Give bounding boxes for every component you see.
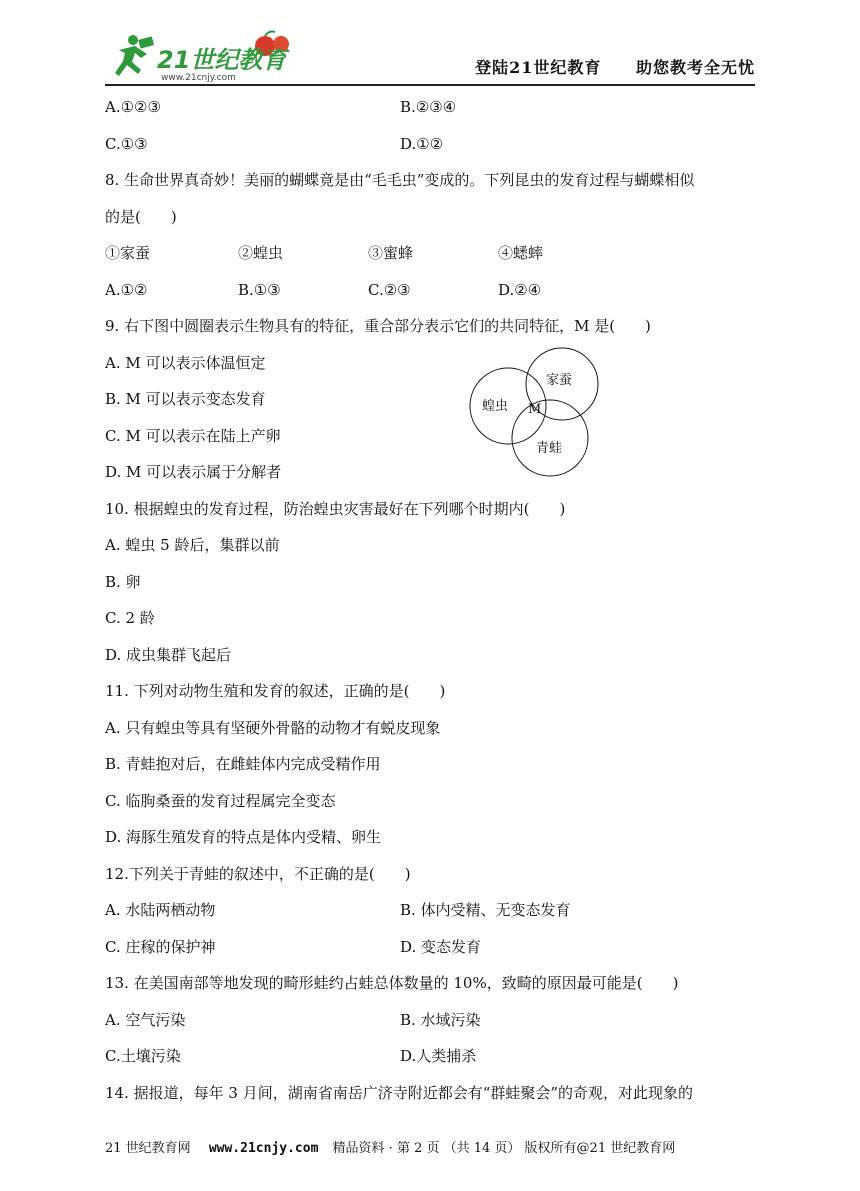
q13-options-row1 — [105, 1009, 765, 1046]
q10-option-b: B. 卵 — [105, 572, 141, 591]
q8-stem-line1: 8. 生命世界真奇妙！美丽的蝴蝶竟是由“毛毛虫”变成的。下列昆虫的发育过程与蝴蝶相似 — [105, 171, 695, 189]
q7-option-d: D.①② — [400, 134, 444, 153]
q11-option-b: B. 青蛙抱对后，在雌蛙体内完成受精作用 — [105, 755, 381, 773]
q13-option-c: C.土壤污染 — [105, 1047, 181, 1065]
page-footer — [105, 1137, 675, 1156]
q9-stem: 9. 右下图中圆圈表示生物具有的特征，重合部分表示它们的共同特征，M 是( ) — [105, 317, 651, 335]
q8-option-a: A.①② — [105, 280, 148, 299]
q9-option-a: A. M 可以表示体温恒定 — [105, 353, 266, 372]
question-content — [105, 96, 765, 1118]
venn-diagram — [468, 346, 620, 482]
q10-stem: 10. 根据蝗虫的发育过程，防治蝗虫灾害最好在下列哪个时期内( ) — [105, 499, 566, 518]
q11-option-c: C. 临朐桑蚕的发育过程属完全变态 — [105, 791, 336, 810]
q12-option-c: C. 庄稼的保护神 — [105, 937, 216, 956]
q9-option-b: B. M 可以表示变态发育 — [105, 390, 266, 408]
q8-item-3: ③蜜蜂 — [368, 244, 414, 262]
q7-option-a: A.①②③ — [105, 98, 161, 116]
venn-label-center: M — [528, 402, 542, 417]
slogan-right: 助您教考全无忧 — [635, 58, 755, 77]
q13-option-d: D.人类捕杀 — [400, 1047, 477, 1065]
q8-item-4: ④蟋蟀 — [498, 244, 544, 262]
venn-label-frog: 青蛙 — [536, 441, 563, 456]
q13-stem: 13. 在美国南部等地发现的畸形蛙约占蛙总体数量的 10%，致畸的原因最可能是( ) — [105, 974, 679, 992]
q8-item-1: ①家蚕 — [105, 244, 151, 262]
q7-options-row2 — [105, 133, 765, 170]
q8-option-b: B.①③ — [238, 280, 281, 299]
q13-options-row2 — [105, 1045, 765, 1082]
q8-option-c: C.②③ — [368, 280, 411, 299]
logo-21cnjy — [105, 28, 305, 84]
venn-circle-frog — [512, 400, 588, 476]
q12-option-d: D. 变态发育 — [400, 937, 482, 956]
q12-options-row1 — [105, 899, 765, 936]
q11-option-d: D. 海豚生殖发育的特点是体内受精、卵生 — [105, 828, 382, 846]
logo-text: 21世纪教育 — [157, 46, 287, 74]
q11-option-a: A. 只有蝗虫等具有坚硬外骨骼的动物才有蜕皮现象 — [105, 718, 441, 737]
venn-label-locust: 蝗虫 — [482, 399, 509, 414]
q12-options-row2 — [105, 936, 765, 973]
q10-option-a: A. 蝗虫 5 龄后，集群以前 — [105, 536, 280, 554]
footer-url: www.21cnjy.com — [208, 1141, 319, 1156]
q7-option-b: B.②③④ — [400, 98, 457, 116]
q12-option-b: B. 体内受精、无变态发育 — [400, 901, 571, 919]
q13-option-b: B. 水域污染 — [400, 1010, 481, 1029]
runner-icon — [115, 35, 154, 76]
logo-url: www.21cnjy.com — [161, 73, 236, 83]
venn-label-silkworm: 家蚕 — [546, 373, 573, 388]
q9-option-c: C. M 可以表示在陆上产卵 — [105, 426, 281, 445]
q14-stem: 14. 据报道，每年 3 月间，湖南省南岳广济寺附近都会有“群蛙聚会”的奇观，对此现象的 — [105, 1083, 694, 1102]
footer-info: 精品资料 · 第 2 页 （共 14 页） 版权所有@21 世纪教育网 — [332, 1141, 676, 1156]
q8-stem-line2: 的是( ) — [105, 207, 177, 226]
header-slogan — [475, 55, 755, 78]
q8-option-d: D.②④ — [498, 280, 542, 299]
q12-stem: 12.下列关于青蛙的叙述中，不正确的是( ) — [105, 864, 411, 883]
q10-option-d: D. 成虫集群飞起后 — [105, 645, 232, 664]
q8-item-2: ②蝗虫 — [238, 244, 284, 262]
q7-options-row1 — [105, 96, 765, 133]
q8-items-row — [105, 242, 765, 279]
page-header — [105, 28, 755, 86]
q13-option-a: A. 空气污染 — [105, 1010, 186, 1029]
q10-option-c: C. 2 龄 — [105, 609, 155, 627]
q11-stem: 11. 下列对动物生殖和发育的叙述，正确的是( ) — [105, 682, 446, 700]
footer-site: 21 世纪教育网 — [105, 1141, 191, 1156]
slogan-left: 登陆21世纪教育 — [475, 58, 602, 77]
header-divider — [105, 84, 755, 86]
q7-option-c: C.①③ — [105, 134, 148, 153]
q8-options-row — [105, 279, 765, 316]
q9-option-d: D. M 可以表示属于分解者 — [105, 463, 282, 481]
q12-option-a: A. 水陆两栖动物 — [105, 901, 216, 919]
